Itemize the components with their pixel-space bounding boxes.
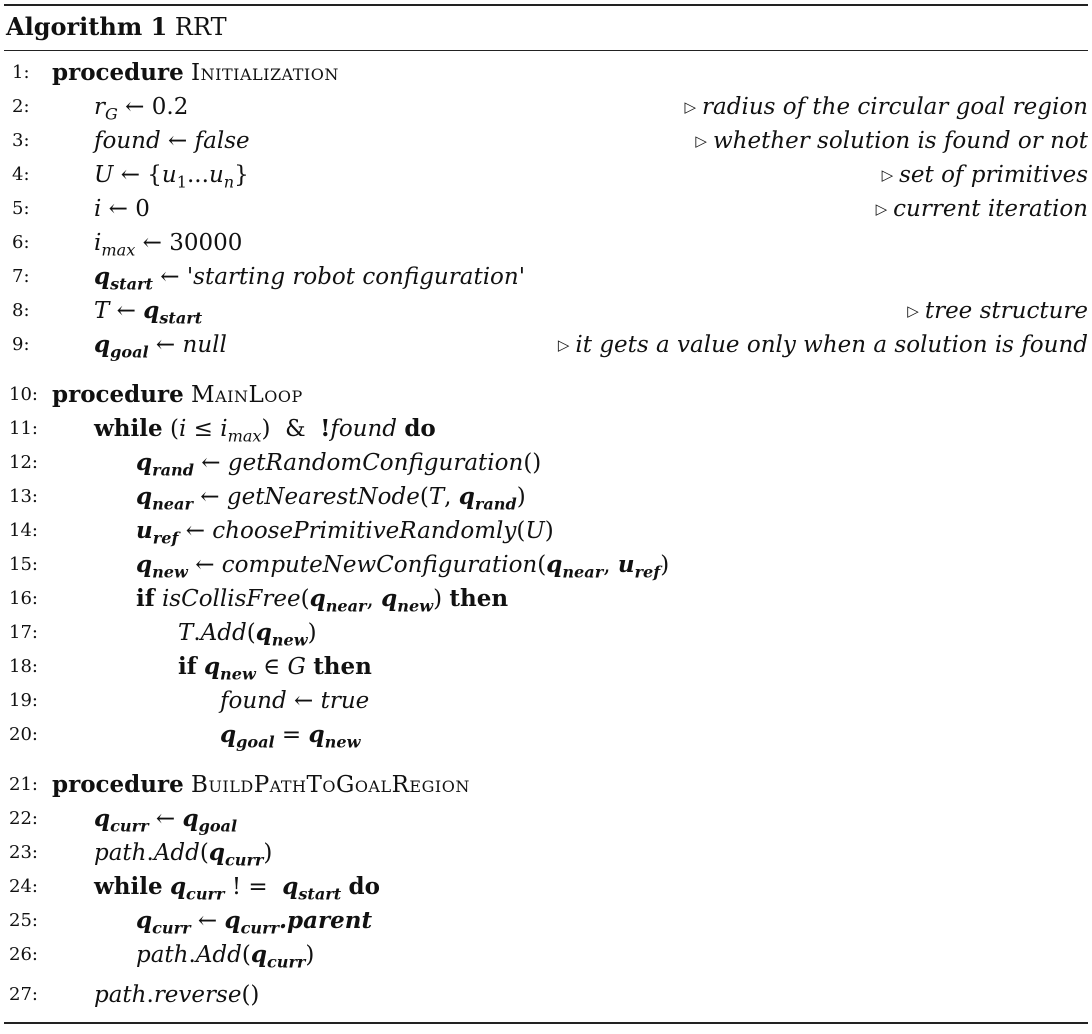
line-code: [52, 378, 303, 412]
algo-line-22: [4, 802, 1088, 836]
kw-procedure: procedure: [52, 59, 184, 86]
procedure-name: BuildPathToGoalRegion: [191, 772, 470, 798]
var: q: [136, 551, 153, 578]
func: getNearestNode: [226, 484, 420, 510]
kw-procedure: procedure: [52, 381, 184, 408]
line-code: $q_{goal}$ ← null: [94, 331, 227, 362]
func: choosePrimitiveRandomly: [212, 518, 517, 544]
algo-line-7: [4, 260, 1088, 294]
var: q: [94, 263, 111, 290]
line-number: 3:: [12, 130, 30, 151]
comment: [882, 158, 1088, 194]
line-number: 1:: [12, 62, 30, 83]
algo-line-21: [4, 768, 1088, 802]
var: q: [136, 449, 153, 476]
sub: rand: [152, 460, 194, 480]
num: 0: [135, 196, 150, 222]
line-code: while $q_{curr}$ ! = $q_{start}$ do: [94, 873, 380, 904]
algo-line-24: [4, 870, 1088, 904]
line-number: 24:: [9, 876, 38, 897]
line-number: 9:: [12, 334, 30, 355]
var: G: [287, 654, 306, 680]
line-code: $r_G$ ← 0.2: [94, 94, 189, 124]
var: u: [161, 162, 177, 188]
algo-line-12: [4, 446, 1088, 480]
algo-line-2: [4, 90, 1088, 124]
comment: [907, 294, 1088, 330]
line-number: 21:: [9, 774, 38, 795]
triangle-icon: ▷: [881, 166, 894, 184]
var: r: [94, 94, 105, 120]
algo-line-8: [4, 294, 1088, 328]
line-number: 2:: [12, 96, 30, 117]
triangle-icon: ▷: [684, 98, 697, 116]
kw-if: if: [178, 653, 197, 680]
func: getRandomConfiguration: [227, 450, 524, 476]
kw-while: while: [94, 873, 163, 900]
var: u: [136, 517, 153, 544]
line-number: 17:: [9, 622, 38, 643]
var: q: [308, 721, 325, 748]
line-code: while $(i \le i_{max})$ & !found do: [94, 415, 436, 446]
line-number: 15:: [9, 554, 38, 575]
func: reverse: [153, 982, 242, 1008]
comment-text: set of primitives: [899, 162, 1088, 188]
string: 'starting robot configuration': [186, 264, 526, 290]
line-code: $q_{rand}$ ← getRandomConfiguration(): [136, 449, 542, 480]
var: T: [178, 620, 194, 646]
comment: [876, 192, 1088, 228]
line-number: 25:: [9, 910, 38, 931]
algo-line-13: [4, 480, 1088, 514]
line-number: 16:: [9, 588, 38, 609]
caption-label: Algorithm 1: [6, 12, 168, 41]
var: i: [94, 230, 102, 256]
sub: new: [397, 596, 434, 616]
sub: new: [152, 562, 188, 582]
algo-line-25: [4, 904, 1088, 938]
kw-do: do: [348, 873, 380, 900]
comment-text: current iteration: [893, 196, 1088, 222]
line-number: 13:: [9, 486, 38, 507]
func: computeNewConfiguration: [221, 552, 538, 578]
algo-line-23: [4, 836, 1088, 870]
dots: ...: [187, 162, 209, 188]
algo-line-1: [4, 56, 1088, 90]
caption-rule: [4, 50, 1088, 51]
sub: curr: [240, 918, 280, 938]
algo-line-27: [4, 978, 1088, 1012]
triangle-icon: ▷: [907, 302, 919, 320]
comment-text: it gets a value only when a solution is found: [575, 332, 1088, 358]
sub: curr: [224, 850, 264, 870]
kw-do: do: [404, 415, 436, 442]
line-number: 20:: [9, 724, 38, 745]
algo-line-18: [4, 650, 1088, 684]
line-code: found ← true: [220, 688, 370, 714]
kw-then: then: [313, 653, 372, 680]
algo-line-4: [4, 158, 1088, 192]
algo-line-9: [4, 328, 1088, 362]
line-number: 4:: [12, 164, 30, 185]
sub: start: [110, 274, 153, 294]
var: i: [94, 196, 102, 222]
var: path: [94, 982, 147, 1008]
sub: n: [223, 172, 235, 192]
sub: start: [159, 308, 203, 328]
comment: [695, 124, 1088, 160]
line-code: $path.Add(q_{curr})$: [94, 839, 273, 870]
sub: G: [105, 104, 118, 124]
algo-line-14: [4, 514, 1088, 548]
line-number: 27:: [9, 984, 38, 1005]
line-code: found ← false: [94, 128, 250, 154]
algo-line-17: [4, 616, 1088, 650]
sub: near: [152, 494, 193, 514]
sub: max: [101, 240, 136, 260]
algo-line-19: [4, 684, 1088, 718]
num: 30000: [169, 230, 243, 256]
line-number: 7:: [12, 266, 30, 287]
var: i: [220, 416, 228, 442]
line-number: 19:: [9, 690, 38, 711]
algo-line-3: [4, 124, 1088, 158]
sub: start: [298, 884, 342, 904]
procedure-name: MainLoop: [191, 382, 303, 408]
sub: goal: [236, 732, 275, 752]
var: q: [220, 721, 237, 748]
line-code: T ← $q_{start}$: [94, 297, 203, 328]
sub: ref: [634, 562, 661, 582]
algorithm-caption: [6, 10, 227, 44]
line-code: $i_{max}$ ← 30000: [94, 230, 243, 260]
sub: goal: [110, 342, 149, 362]
line-code: $q_{curr}$ ← $q_{curr}.parent$: [136, 907, 373, 938]
var: q: [282, 873, 299, 900]
algo-line-10: [4, 378, 1088, 412]
var: q: [136, 483, 153, 510]
var: q: [208, 839, 225, 866]
var: q: [255, 619, 272, 646]
num: 0.2: [151, 94, 189, 120]
var: q: [203, 653, 221, 680]
func: Add: [195, 942, 242, 968]
sub: near: [325, 596, 367, 616]
var: U: [94, 162, 114, 188]
var: q: [143, 297, 160, 324]
comment: [684, 90, 1088, 126]
comment-text: whether solution is found or not: [712, 128, 1088, 154]
algo-line-16: [4, 582, 1088, 616]
line-number: 6:: [12, 232, 30, 253]
var: q: [546, 551, 563, 578]
line-code: $u_{ref}$ ← choosePrimitiveRandomly(U): [136, 517, 554, 548]
var: q: [169, 873, 187, 900]
func: Add: [153, 840, 200, 866]
line-code: U ← $\{u_1...u_n\}$: [94, 162, 249, 192]
field: parent: [287, 907, 373, 934]
sub: 1: [176, 172, 187, 192]
kw-while: while: [94, 415, 163, 442]
top-rule: [4, 4, 1088, 6]
sub: goal: [198, 816, 238, 836]
var: path: [136, 942, 189, 968]
value: false: [194, 128, 250, 154]
var: q: [94, 331, 111, 358]
line-number: 5:: [12, 198, 30, 219]
sub: rand: [474, 494, 517, 514]
line-code: $q_{start}$ ← 'starting robot configuration': [94, 263, 526, 294]
line-code: $path.Add(q_{curr})$: [136, 941, 315, 972]
sub: new: [220, 664, 256, 684]
var: q: [136, 907, 153, 934]
line-code: [52, 768, 470, 802]
line-code: if $q_{new}$ ∈ G then: [178, 653, 372, 684]
sub: curr: [152, 918, 191, 938]
line-number: 18:: [9, 656, 38, 677]
var: q: [381, 585, 398, 612]
var: u: [617, 551, 635, 578]
kw-if: if: [136, 585, 155, 612]
line-code: [52, 56, 339, 90]
triangle-icon: ▷: [557, 336, 570, 354]
comment: [558, 328, 1088, 364]
line-code: if $isCollisFree(q_{near}$, $q_{new}$) then: [136, 585, 509, 616]
procedure-name: Initialization: [191, 60, 339, 86]
bottom-rule: [4, 1022, 1088, 1024]
comment-text: radius of the circular goal region: [702, 94, 1088, 120]
algo-line-6: [4, 226, 1088, 260]
line-number: 14:: [9, 520, 38, 541]
var: q: [309, 585, 326, 612]
algo-line-20: [4, 718, 1088, 752]
line-number: 23:: [9, 842, 38, 863]
line-number: 22:: [9, 808, 38, 829]
var: T: [94, 298, 110, 324]
line-code: $q_{near}$ ← getNearestNode(T, $q_{rand}$): [136, 483, 526, 514]
var: found: [94, 128, 161, 154]
line-code: i ← 0: [94, 196, 150, 222]
comment-text: tree structure: [924, 298, 1088, 324]
line-code: $q_{curr}$ ← $q_{goal}$: [94, 805, 238, 836]
algo-line-11: [4, 412, 1088, 446]
var: path: [94, 840, 147, 866]
line-code: path.reverse(): [94, 982, 260, 1008]
kw-procedure: procedure: [52, 771, 184, 798]
sub: near: [562, 562, 604, 582]
sub: curr: [186, 884, 225, 904]
var: U: [525, 518, 545, 544]
var: q: [94, 805, 111, 832]
line-number: 12:: [9, 452, 38, 473]
sub: max: [227, 426, 262, 446]
sub: curr: [266, 952, 306, 972]
func: Add: [200, 620, 247, 646]
kw-then: then: [449, 585, 509, 612]
sub: new: [271, 630, 308, 650]
line-code: $T.Add(q_{new})$: [178, 619, 317, 650]
line-number: 10:: [9, 384, 38, 405]
var: q: [182, 805, 199, 832]
line-number: 11:: [9, 418, 38, 439]
func: isCollisFree: [161, 586, 301, 612]
line-code: $q_{new}$ ← $computeNewConfiguration(q_{near}$, $u_{ref}$): [136, 551, 670, 582]
var: found: [330, 416, 398, 442]
sub: new: [324, 732, 361, 752]
algo-line-5: [4, 192, 1088, 226]
value: true: [320, 688, 370, 714]
caption-title: RRT: [174, 13, 227, 41]
line-code: $q_{goal} = q_{new}$: [220, 721, 361, 752]
var: q: [224, 907, 241, 934]
var: u: [208, 162, 224, 188]
var: q: [458, 483, 475, 510]
triangle-icon: ▷: [875, 200, 888, 218]
var: q: [250, 941, 267, 968]
var: i: [178, 416, 187, 442]
sub: ref: [152, 528, 179, 548]
var: T: [428, 484, 445, 510]
algo-line-26: [4, 938, 1088, 972]
value: null: [182, 332, 227, 358]
var: found: [220, 688, 287, 714]
sub: curr: [110, 816, 149, 836]
line-number: 26:: [9, 944, 38, 965]
triangle-icon: ▷: [695, 132, 707, 150]
line-number: 8:: [12, 300, 30, 321]
algo-line-15: [4, 548, 1088, 582]
